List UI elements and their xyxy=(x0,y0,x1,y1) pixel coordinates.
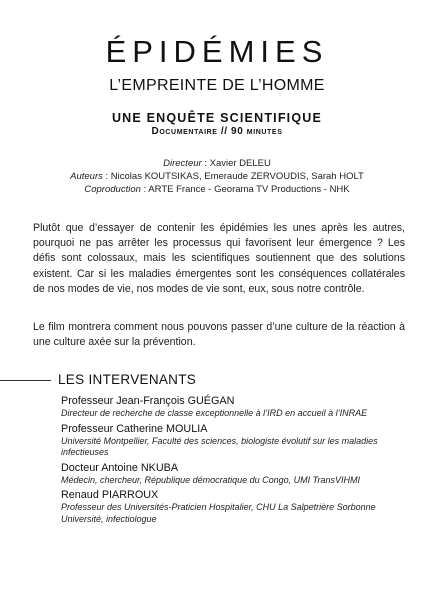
speakers-section-title: LES INTERVENANTS xyxy=(58,372,197,387)
authors-separator: : xyxy=(102,171,111,182)
director-label: Directeur xyxy=(163,158,202,169)
director-separator: : xyxy=(201,158,210,169)
speaker-name: Professeur Jean-François GUÉGAN xyxy=(61,395,235,407)
credit-director xyxy=(0,157,434,170)
speaker-name: Renaud PIARROUX xyxy=(61,489,159,501)
speaker-item xyxy=(61,488,411,525)
director-name: Xavier DELEU xyxy=(209,158,271,169)
coproduction-label: Coproduction xyxy=(84,184,141,195)
credit-coproduction xyxy=(0,183,434,196)
tagline: UNE ENQUÊTE SCIENTIFIQUE xyxy=(111,111,323,125)
authors-names: Nicolas KOUTSIKAS, Emeraude ZERVOUDIS, Sarah HOLT xyxy=(110,171,364,182)
coproduction-separator: : xyxy=(140,184,149,195)
synopsis-paragraph-2: Le film montrera comment nous pouvons passer d’une culture de la réaction à une culture axée sur la prévention. xyxy=(33,321,405,349)
speaker-name: Professeur Catherine MOULIA xyxy=(61,422,208,435)
format-line: Documentaire // 90 minutes xyxy=(151,126,283,137)
speaker-item xyxy=(61,422,411,459)
credit-authors xyxy=(0,170,434,183)
section-divider xyxy=(0,380,51,381)
speaker-name: Docteur Antoine NKUBA xyxy=(61,461,179,474)
document-subtitle: L’EMPREINTE DE L’HOMME xyxy=(109,77,325,94)
coproduction-names: ARTE France - Georama TV Productions - NHK xyxy=(148,184,350,195)
speaker-description: Médecin, chercheur, République démocratique du Congo, UMI TransVIHMI xyxy=(61,474,360,485)
speaker-item xyxy=(61,461,411,487)
speakers-list xyxy=(61,394,411,527)
synopsis-paragraph-1: Plutôt que d’essayer de contenir les épidémies les unes après les autres, pourquoi ne pas arrêter les processus qui favorisent leur émergence ? Les défis sont colossaux, mais les scientifiques soutiennent que des solutions existent. Car si les maladies émergentes sont les conséquences collatérales de nos modes de vie, nos modes de vie sont, eux, sous notre contrôle. xyxy=(33,222,405,295)
speaker-description: Directeur de recherche de classe exceptionnelle à l’IRD en accueil à l’INRAE xyxy=(61,408,368,418)
speaker-description: Professeur des Universités-Praticien Hospitalier, CHU La Salpetrière Sorbonne Université, infectiologue xyxy=(61,502,376,524)
speaker-description: Université Montpellier, Faculté des sciences, biologiste évolutif sur les maladies infectieuses xyxy=(61,435,378,457)
authors-label: Auteurs xyxy=(70,171,103,182)
document-title: ÉPIDÉMIES xyxy=(105,34,329,69)
speaker-item xyxy=(61,394,411,420)
credits-block xyxy=(0,157,434,196)
